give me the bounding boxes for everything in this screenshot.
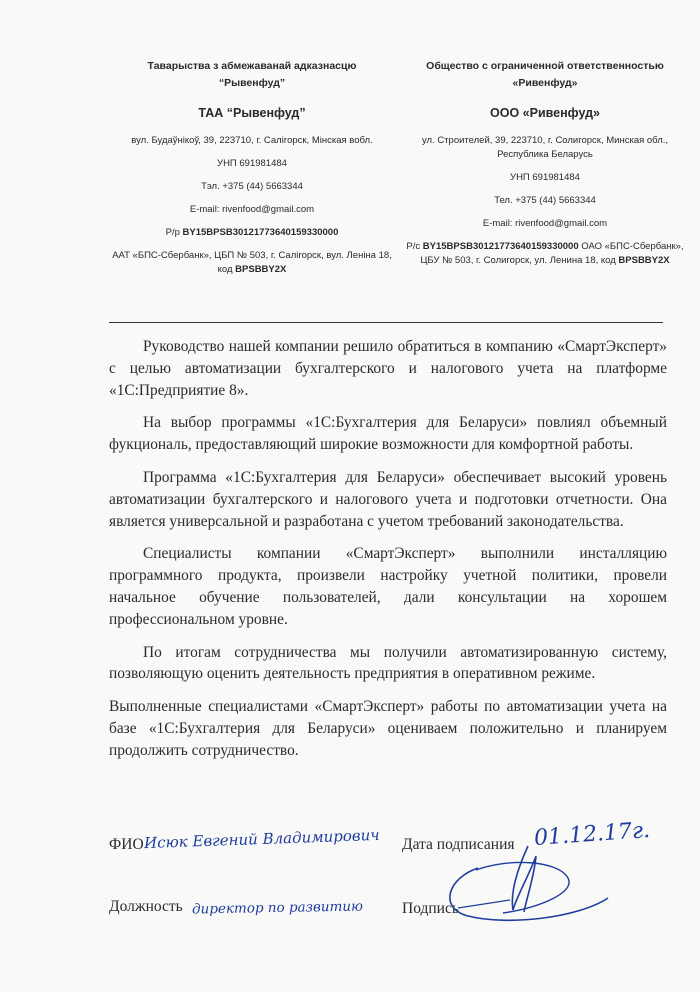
- handwritten-signature-icon: [418, 838, 618, 928]
- date-label: Дата подписания: [402, 836, 515, 853]
- paragraph-results: По итогам сотрудничества мы получили автоматизированную систему, позволяющую оценить деятельность предприятия в оперативном режиме.: [109, 643, 667, 683]
- org-name-line1: Таварыства з абмежаванай адказнасцю: [147, 60, 357, 72]
- org-bank-code: BPSBBY2X: [235, 264, 287, 275]
- org-name-line2: “Рывенфуд”: [218, 77, 286, 89]
- org-name-line1: Общество с ограниченной ответственностью: [426, 60, 664, 72]
- org-account-number: BY15BPSB30121773640159330000: [182, 227, 339, 238]
- letterhead: [0, 58, 700, 308]
- org-address: ул. Строителей, 39, 223710, г. Солигорск, Минская обл., Республика Беларусь: [421, 135, 669, 160]
- org-short-name: ТАА “Рывенфуд”: [198, 106, 306, 120]
- org-account-number: BY15BPSB30121773640159330000: [422, 241, 579, 252]
- org-account-bank: [400, 240, 690, 268]
- org-short-name: ООО «Ривенфуд»: [490, 106, 600, 120]
- org-email: E-mail: rivenfood@gmail.com: [189, 204, 315, 215]
- paragraph-intro: Руководство нашей компании решило обратиться в компанию «СмартЭксперт» с целью автоматизации бухгалтерского и налогового учета на платформе «1С:Предприятие 8».: [109, 338, 667, 399]
- org-bank-code: BPSBBY2X: [618, 255, 670, 266]
- org-account-prefix: Р/р: [165, 227, 180, 238]
- letterhead-left-belarusian: [112, 58, 392, 277]
- org-name-line2: «Ривенфуд»: [512, 77, 578, 89]
- org-phone: Тэл. +375 (44) 5663344: [201, 181, 303, 192]
- org-address: вул. Будаўнiкоў, 39, 223710, г. Салiгорск, Мiнская вобл.: [131, 135, 373, 146]
- org-account: [112, 226, 392, 240]
- org-bank-details: ААТ «БПС-Сбербанк», ЦБП № 503, г. Салiгорск, вул. Ленiна 18, код: [112, 250, 392, 275]
- position-handwritten: директор по развитию: [191, 898, 364, 918]
- paragraph-specialists: Специалисты компании «СмартЭксперт» выполнили инсталляцию программного продукта, произвели настройку учетной политики, провели начальное обучение пользователей, дали консультации на хорошем профессиональном уровне.: [109, 545, 667, 628]
- org-account-prefix: Р/с: [406, 241, 421, 252]
- letterhead-right-russian: [400, 58, 690, 268]
- org-email: E-mail: rivenfood@gmail.com: [482, 218, 608, 229]
- position-label: Должность: [109, 898, 183, 915]
- fio-handwritten: Исюк Евгений Владимирович: [143, 825, 380, 853]
- header-divider: [109, 322, 663, 323]
- paragraph-conclusion: Выполненные специалистами «СмартЭксперт» работы по автоматизации учета на базе «1С:Бухгалтерия для Беларуси» оцениваем положительно и планируем продолжить сотрудничество.: [109, 698, 667, 759]
- paragraph-program: Программа «1С:Бухгалтерия для Беларуси» обеспечивает высокий уровень автоматизации бухгалтерского и налогового учета и подготовки отчетности. Она является универсальной и разработана с учетом требований законодательства.: [109, 468, 667, 530]
- org-unp: УНП 691981484: [217, 158, 287, 169]
- letter-body: [109, 336, 667, 773]
- fio-label: ФИО: [109, 836, 144, 853]
- org-unp: УНП 691981484: [510, 172, 580, 183]
- org-bank-details: ОАО «БПС-Сбербанк», ЦБУ № 503, г. Солигорск, ул. Ленина 18, код: [420, 241, 684, 266]
- paragraph-choice: На выбор программы «1С:Бухгалтерия для Беларуси» повлиял объемный фукциональ, предоставляющий широкие возможности для комфортной работы.: [109, 414, 667, 454]
- signature-label: Подпись: [402, 900, 459, 917]
- org-phone: Тел. +375 (44) 5663344: [494, 195, 596, 206]
- org-bank: [112, 249, 392, 277]
- date-handwritten: 01.12.17г.: [533, 817, 651, 852]
